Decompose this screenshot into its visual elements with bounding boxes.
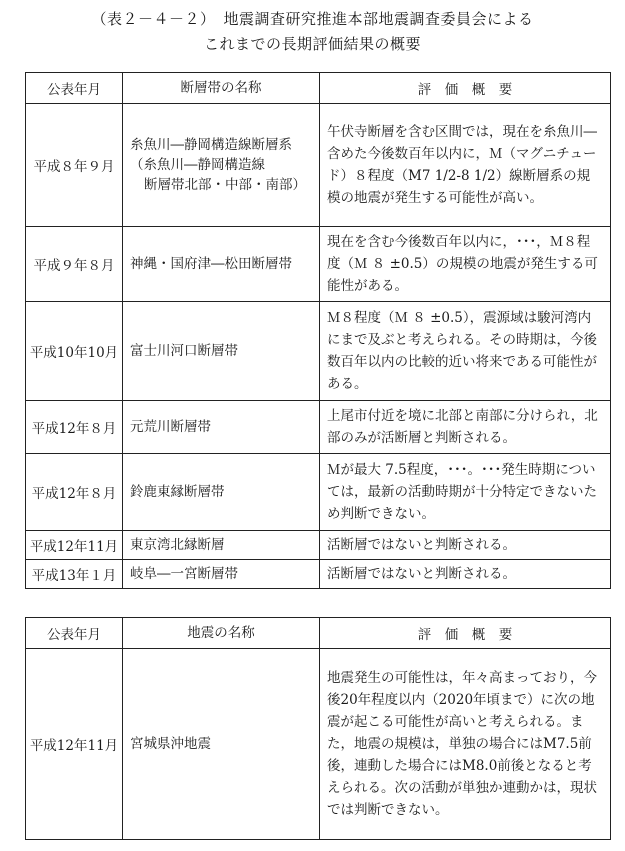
table-caption: （表２－４－２） 地震調査研究推進本部地震調査委員会による xyxy=(91,10,534,28)
table-row xyxy=(26,454,611,531)
fault-name-line: 糸魚川―静岡構造線断層系 xyxy=(130,137,292,153)
header-fault-name: 断層帯の名称 xyxy=(123,73,320,104)
row-evaluation: Ｍが最大 7.5程度，･･･。･･･発生時期については，最新の活動時期が十分特定できないため判断できない。 xyxy=(320,454,611,531)
table-subcaption: これまでの長期評価結果の概要 xyxy=(203,35,421,53)
row-evaluation: 現在を含む今後数百年以内に，･･･，Ｍ８程度（Ｍ ８ ±0.5）の規模の地震が発生する可能性がある。 xyxy=(320,227,611,302)
row-date: 平成12年11月 xyxy=(26,649,123,840)
table-row xyxy=(26,531,611,560)
row-fault-name: 富士川河口断層帯 xyxy=(123,302,320,401)
row-fault-name: 東京湾北縁断層 xyxy=(123,531,320,560)
row-fault-name xyxy=(123,104,320,227)
row-evaluation: 活断層ではないと判断される。 xyxy=(320,531,611,560)
header-evaluation: 評 価 概 要 xyxy=(320,73,611,104)
row-fault-name: 神縄・国府津―松田断層帯 xyxy=(123,227,320,302)
row-fault-name: 鈴鹿東縁断層帯 xyxy=(123,454,320,531)
row-evaluation: Ｍ８程度（Ｍ ８ ±0.5），震源域は駿河湾内にまで及ぶと考えられる。その時期は，今後数百年以内の比較的近い将来である可能性がある。 xyxy=(320,302,611,401)
row-date: 平成12年８月 xyxy=(26,401,123,454)
row-date: 平成９年８月 xyxy=(26,227,123,302)
row-evaluation: 地震発生の可能性は，年々高まっており，今後20年程度以内（2020年頃まで）に次の地震が起こる可能性が高いと考えられる。また，地震の規模は，単独の場合にはM7.5前後，連動した場合にはM8.0前後となると考えられる。次の活動が単独か連動かは，現状では判断できない。 xyxy=(320,649,611,840)
table-header-row xyxy=(26,618,611,649)
table-row xyxy=(26,401,611,454)
row-evaluation: 午伏寺断層を含む区間では，現在を糸魚川―含めた今後数百年以内に，Ｍ（マグニチュード）８程度（M7 1/2-8 1/2）線断層系の規模の地震が発生する可能性が高い。 xyxy=(320,104,611,227)
row-fault-name: 岐阜―一宮断層帯 xyxy=(123,560,320,589)
row-earthquake-name: 宮城県沖地震 xyxy=(123,649,320,840)
earthquake-evaluation-table xyxy=(25,617,611,840)
row-date: 平成12年11月 xyxy=(26,531,123,560)
row-date: 平成12年８月 xyxy=(26,454,123,531)
row-evaluation: 上尾市付近を境に北部と南部に分けられ，北部のみが活断層と判断される。 xyxy=(320,401,611,454)
row-fault-name: 元荒川断層帯 xyxy=(123,401,320,454)
row-date: 平成８年９月 xyxy=(26,104,123,227)
row-date: 平成10年10月 xyxy=(26,302,123,401)
fault-name-line: （糸魚川―静岡構造線 xyxy=(130,157,265,173)
header-evaluation: 評 価 概 要 xyxy=(320,618,611,649)
header-date: 公表年月 xyxy=(26,618,123,649)
table-row xyxy=(26,104,611,227)
table-row xyxy=(26,649,611,840)
table-row xyxy=(26,560,611,589)
header-earthquake-name: 地震の名称 xyxy=(123,618,320,649)
fault-evaluation-table xyxy=(25,72,611,589)
fault-name-line: 断層帯北部・中部・南部） xyxy=(144,177,306,193)
row-evaluation: 活断層ではないと判断される。 xyxy=(320,560,611,589)
row-date: 平成13年１月 xyxy=(26,560,123,589)
table-header-row xyxy=(26,73,611,104)
table-row xyxy=(26,227,611,302)
table-row xyxy=(26,302,611,401)
header-date: 公表年月 xyxy=(26,73,123,104)
